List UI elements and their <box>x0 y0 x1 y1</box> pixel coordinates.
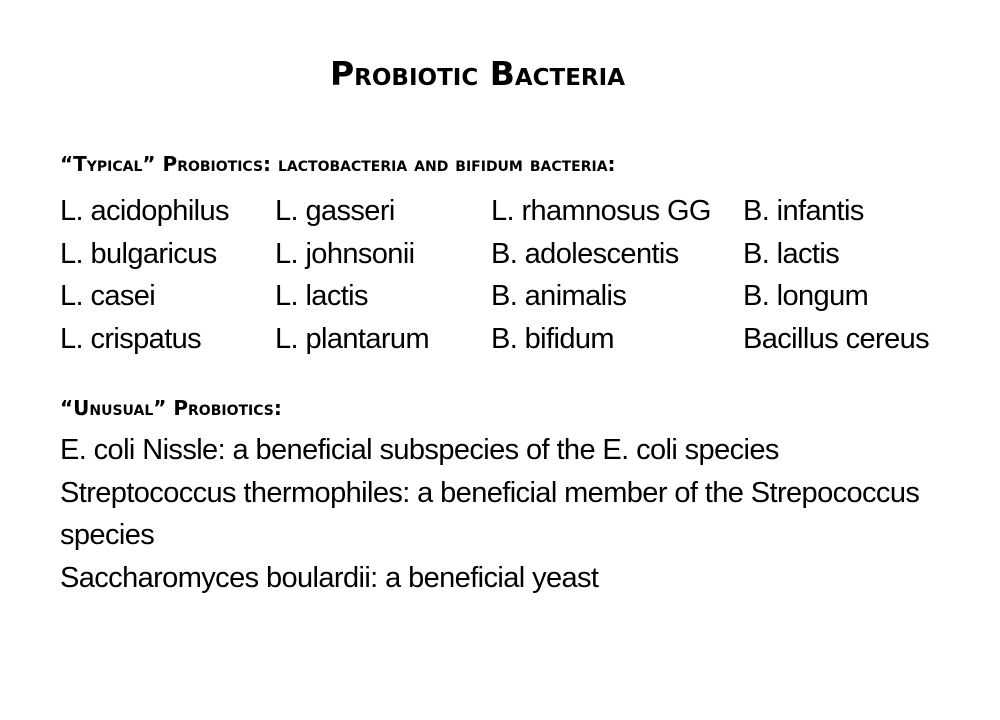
bacteria-name: L. gasseri <box>275 195 395 227</box>
list-item: Streptococcus thermophiles: a beneficial member of the Strepococcus species <box>60 476 920 551</box>
bacteria-name: B. lactis <box>743 237 840 270</box>
bacteria-name: L. crispatus <box>60 322 202 355</box>
bacteria-name: B. bifidum <box>491 322 614 355</box>
bacteria-name: B. longum <box>743 280 869 312</box>
bacteria-name: L. casei <box>60 280 156 312</box>
bacteria-name: L. bulgaricus <box>60 237 217 270</box>
bacteria-name: L. acidophilus <box>60 195 229 227</box>
unusual-probiotics-list <box>60 429 990 599</box>
bacteria-name: L. rhamnosus GG <box>491 195 711 227</box>
typical-probiotics-heading: “Typical” Probiotics: lactobacteria and bifidum bacteria: <box>60 152 616 176</box>
list-item: Saccharomyces boulardii: a beneficial yeast <box>60 561 599 594</box>
bacteria-name: Bacillus cereus <box>743 322 930 355</box>
bacteria-name: B. animalis <box>491 280 627 312</box>
bacteria-name: L. plantarum <box>275 322 429 355</box>
bacteria-name: B. adolescentis <box>491 237 679 270</box>
unusual-probiotics-heading: “Unusual” Probiotics: <box>60 396 282 420</box>
page-title: Probiotic Bacteria <box>329 54 625 93</box>
list-item: E. coli Nissle: a beneficial subspecies of the E. coli species <box>60 434 779 466</box>
bacteria-name: L. johnsonii <box>275 237 415 270</box>
bacteria-name: L. lactis <box>275 280 368 312</box>
bacteria-name: B. infantis <box>743 195 864 227</box>
